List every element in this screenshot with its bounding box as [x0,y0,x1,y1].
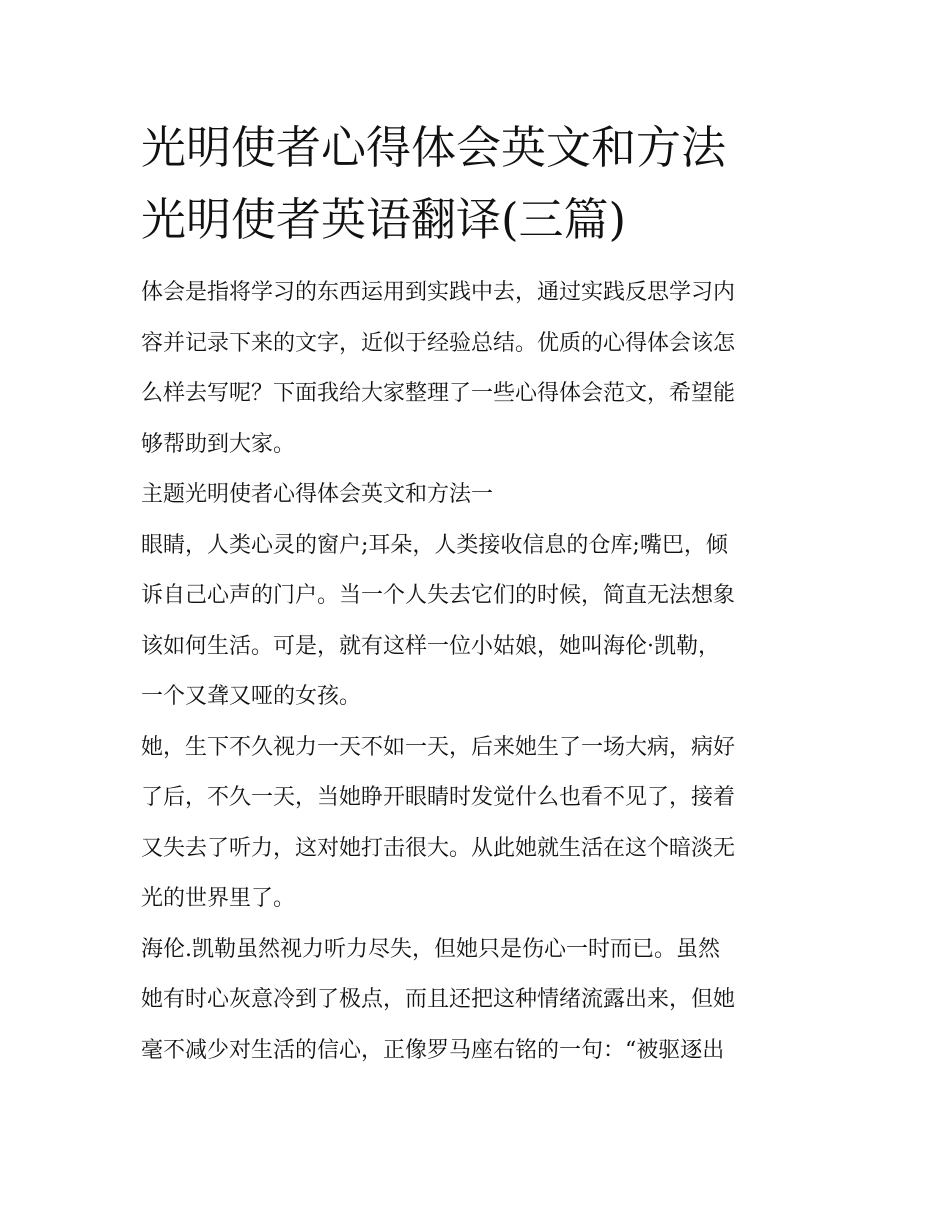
text-line: 眼睛，人类心灵的窗户;耳朵，人类接收信息的仓库;嘴巴，倾 [141,532,728,558]
text-line: 了后，不久一天，当她睁开眼睛时发觉什么也看不见了，接着 [141,785,736,810]
body-paragraph [141,723,811,925]
document-content [141,112,811,1076]
text-line: 一个又聋又哑的女孩。 [141,684,362,709]
text-line: 她有时心灰意冷到了极点，而且还把这种情绪流露出来，但她 [141,987,736,1012]
intro-paragraph [141,268,811,470]
text-line: 光的世界里了。 [141,886,296,911]
text-line: 体会是指将学习的东西运用到实践中去，通过实践反思学习内 [141,280,736,305]
section-heading [141,470,811,521]
body-paragraph [141,925,811,1077]
text-line: 么样去写呢？下面我给大家整理了一些心得体会范文，希望能 [141,381,736,406]
text-line: 诉自己心声的门户。当一个人失去它们的时候，简直无法想象 [141,583,736,608]
text-line: 容并记录下来的文字，近似于经验总结。优质的心得体会该怎 [141,330,736,356]
text-line: 该如何生活。可是，就有这样一位小姑娘，她叫海伦·凯勒， [141,633,720,659]
body-paragraph [141,521,811,723]
title-line: 光明使者英语翻译(三篇) [141,193,627,246]
text-line: 又失去了听力，这对她打击很大。从此她就生活在这个暗淡无 [141,835,736,861]
text-line: 海伦.凯勒虽然视力听力尽失，但她只是伤心一时而已。虽然 [141,936,720,962]
title-line: 光明使者心得体会英文和方法 [141,121,727,174]
document-body [141,268,811,1076]
text-line: 够帮助到大家。 [141,431,296,457]
text-line: 她，生下不久视力一天不如一天，后来她生了一场大病，病好 [141,734,736,760]
text-line: 毫不减少对生活的信心，正像罗马座右铭的一句：“被驱逐出 [141,1037,725,1063]
document-title [141,112,811,256]
text-line: 主题光明使者心得体会英文和方法一 [141,482,494,507]
